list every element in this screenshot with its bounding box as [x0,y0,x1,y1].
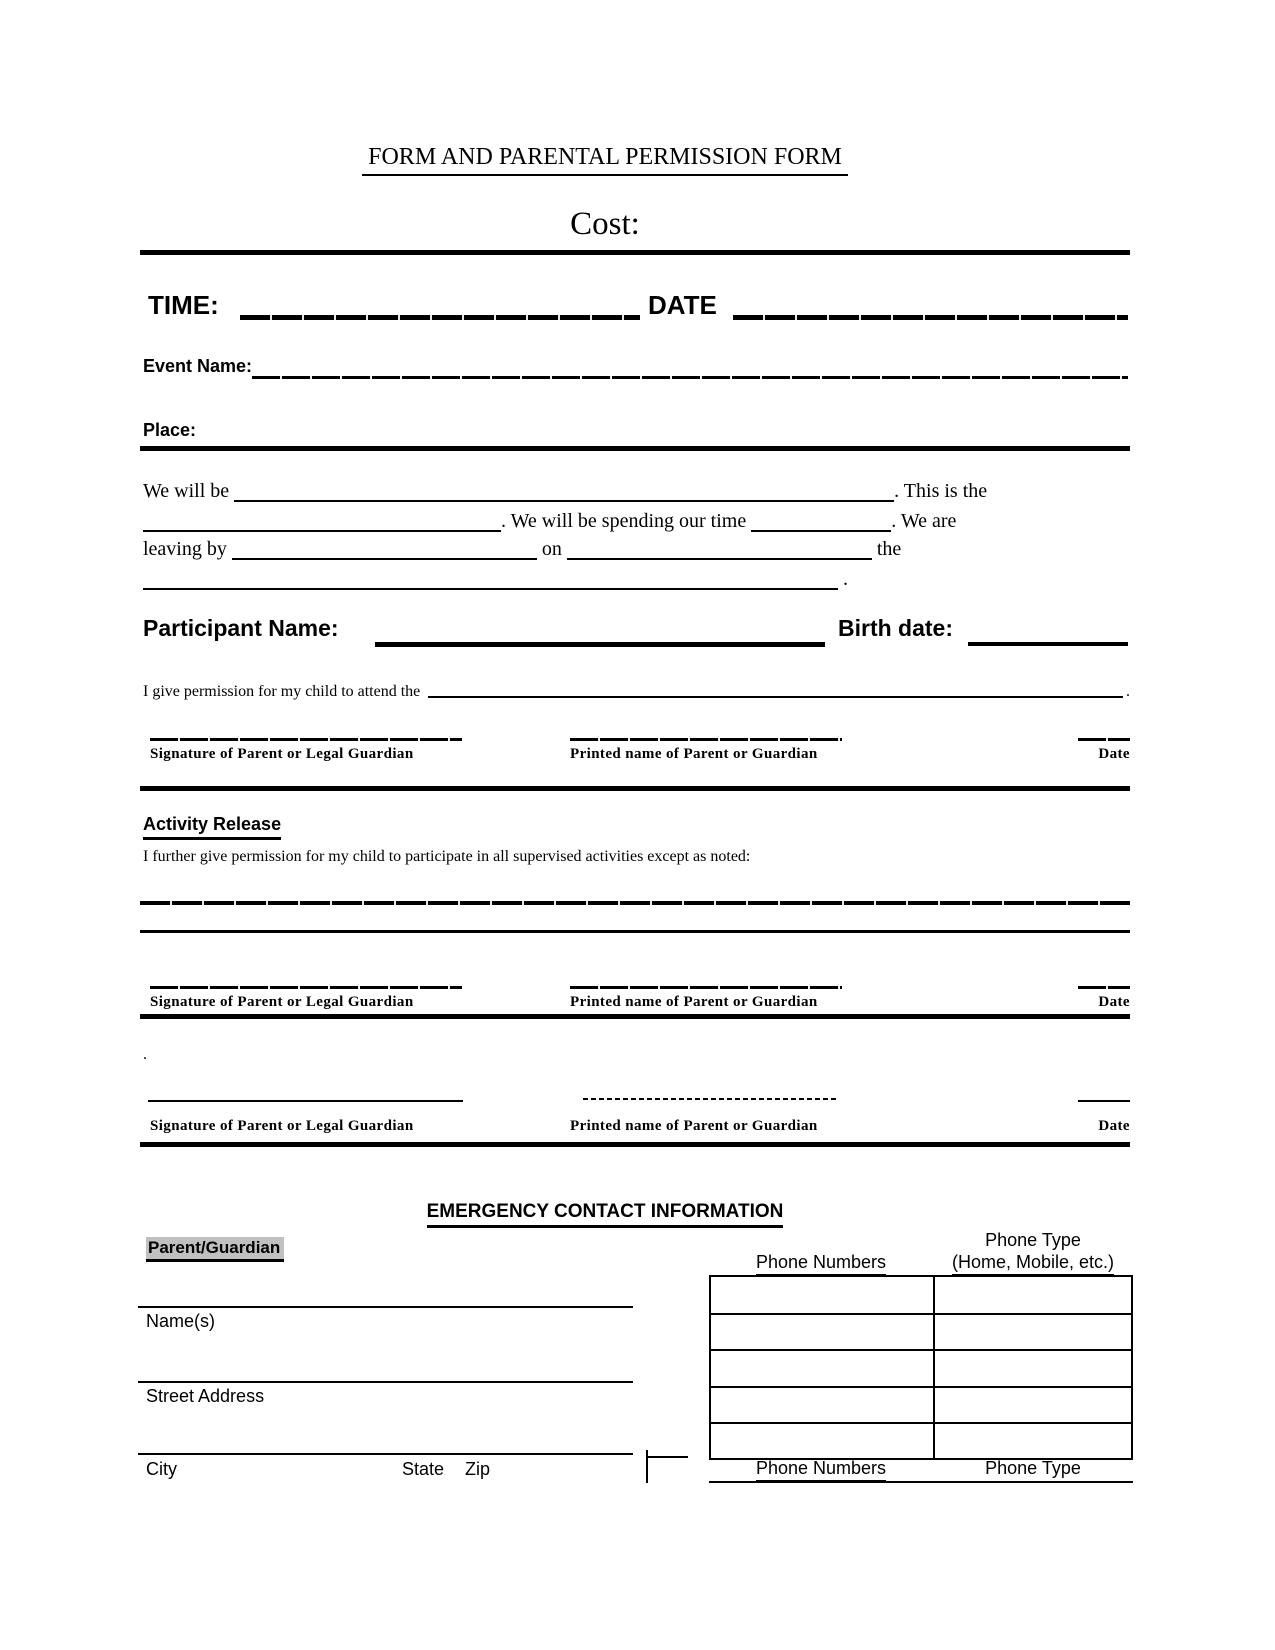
signature-label: Signature of Parent or Legal Guardian [150,1118,414,1134]
table-cell-phone-type [935,1424,1131,1458]
place-label: Place: [143,420,197,440]
trip-text: . [843,568,848,590]
printed-name-line [570,986,842,989]
signature-line [150,986,462,989]
form-title-row [140,144,1070,176]
trip-paragraph-line-2 [143,508,1133,533]
event-name-label: Event Name: [143,356,253,376]
zip-label: Zip [465,1459,491,1479]
street-address-label: Street Address [146,1386,265,1406]
cost-heading-row [140,206,1070,243]
blank-line [143,508,501,532]
trip-paragraph-line-1 [143,478,1133,503]
trip-text: . This is the [894,480,988,502]
attendance-permission-row [143,682,1130,701]
divider-tick [646,1450,648,1483]
blank-line [143,566,838,590]
table-cell-phone-type [935,1351,1131,1385]
divider-stub [646,1456,688,1458]
form-title: FORM AND PARENTAL PERMISSION FORM [362,144,848,176]
trip-paragraph-line-3 [143,536,1133,561]
cost-heading: Cost: [570,206,640,242]
signature-label: Signature of Parent or Legal Guardian [150,994,414,1010]
street-address-line [138,1381,633,1383]
table-cell-phone-number [711,1388,933,1422]
printed-name-label: Printed name of Parent or Guardian [570,746,818,762]
notes-blank-line-2 [140,930,1130,933]
footer-phone-numbers-label: Phone Numbers [756,1458,886,1483]
table-row [711,1313,1131,1349]
table-cell-phone-type [935,1315,1131,1349]
attendance-permission-period: . [1126,683,1130,700]
event-name-blank-line [252,376,1128,379]
printed-name-dashed-line [583,1098,838,1100]
stray-period: . [143,1046,147,1063]
signature-label: Signature of Parent or Legal Guardian [150,746,414,762]
date-label: DATE [648,290,717,320]
city-line [138,1453,633,1455]
table-cell-phone-number [711,1277,933,1313]
footer-rule [709,1481,1133,1483]
blank-line [234,478,894,502]
phone-type-subheader-row [930,1252,1136,1276]
table-cell-phone-number [711,1424,933,1458]
section-rule [140,1014,1130,1019]
participant-name-blank-line [375,642,825,647]
place-rule [140,446,1130,451]
birth-date-label: Birth date: [838,615,953,641]
date-column-label: Date [1098,994,1130,1010]
trip-text: the [876,538,902,560]
table-row [711,1386,1131,1422]
blank-line [232,536,537,560]
names-line [138,1306,633,1308]
birth-date-blank-line [968,642,1128,646]
state-label: State [402,1459,445,1479]
activity-release-heading: Activity Release [143,814,281,840]
signature-line [148,1100,463,1102]
table-row [711,1277,1131,1313]
names-label: Name(s) [146,1311,216,1331]
date-column-label: Date [1098,746,1130,762]
participant-name-label: Participant Name: [143,615,339,641]
section-rule [140,786,1130,791]
trip-paragraph-line-4 [143,566,1133,591]
trip-text: leaving by [143,538,227,560]
date-line [1078,1100,1130,1102]
activity-release-text: I further give permission for my child to participate in all supervised activities except as noted: [143,848,751,865]
table-cell-phone-type [935,1277,1131,1313]
parent-guardian-label: Parent/Guardian [146,1237,284,1262]
date-blank-line [733,315,1128,320]
cost-rule [140,250,1130,255]
attendance-permission-blank-line [428,682,1123,698]
date-line [1078,738,1130,741]
parent-guardian-row [146,1238,284,1258]
time-blank-line [240,315,640,320]
phone-table [709,1275,1133,1460]
footer-phone-numbers-row [709,1458,933,1483]
trip-text: . We are [891,510,957,532]
blank-line [567,536,872,560]
trip-text: on [541,538,562,560]
table-cell-phone-number [711,1351,933,1385]
table-cell-phone-type [935,1388,1131,1422]
phone-type-header: Phone Type [985,1230,1081,1250]
trip-text: . We will be spending our time [501,510,747,532]
emergency-heading: EMERGENCY CONTACT INFORMATION [427,1201,784,1228]
activity-release-heading-row [143,814,281,840]
table-row [711,1422,1131,1458]
date-line [1078,986,1130,989]
notes-blank-line-1 [140,901,1130,905]
trip-text: We will be [143,480,230,502]
signature-line [150,738,462,741]
phone-numbers-header-row [709,1252,933,1277]
city-label: City [146,1459,177,1479]
attendance-permission-text: I give permission for my child to attend the [143,683,421,700]
emergency-heading-row [140,1201,1070,1228]
footer-phone-type-label: Phone Type [985,1458,1081,1478]
blank-line [751,508,891,532]
date-column-label: Date [1098,1118,1130,1134]
table-cell-phone-number [711,1315,933,1349]
table-row [711,1349,1131,1385]
time-label: TIME: [148,290,219,320]
phone-numbers-header: Phone Numbers [756,1252,886,1277]
printed-name-label: Printed name of Parent or Guardian [570,1118,818,1134]
printed-name-label: Printed name of Parent or Guardian [570,994,818,1010]
phone-type-subheader: (Home, Mobile, etc.) [952,1252,1114,1276]
printed-name-line [570,738,842,741]
section-rule [140,1142,1130,1147]
